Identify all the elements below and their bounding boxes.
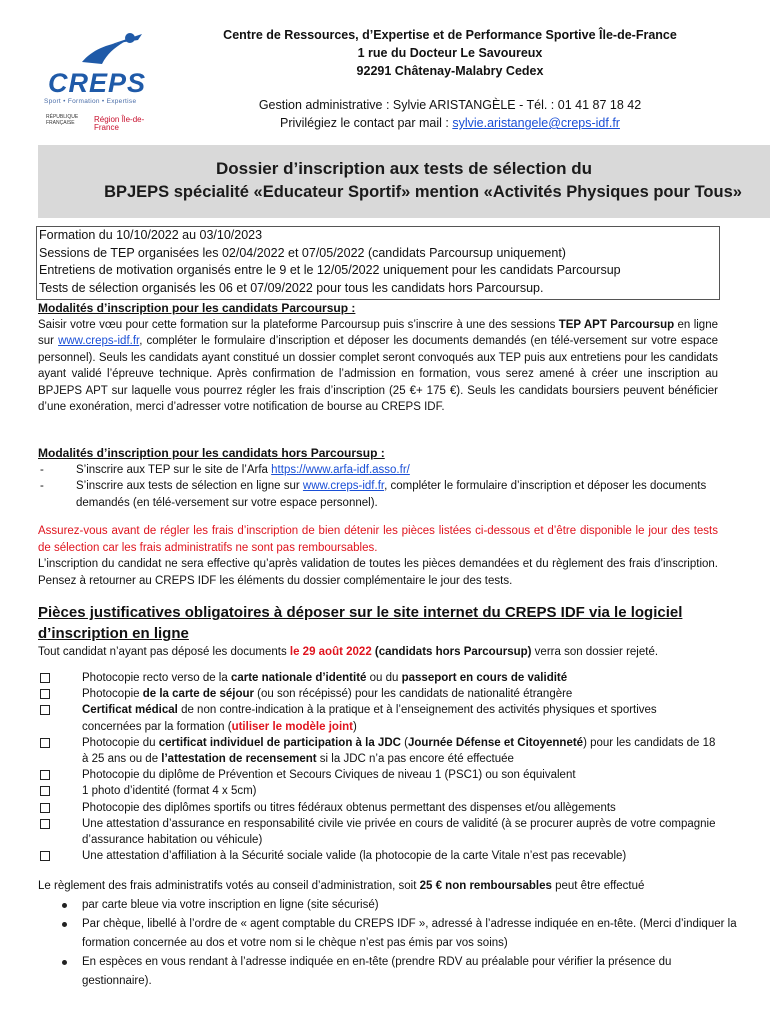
payment-option: En espèces en vous rendant à l’adresse indiquée en en-tête (prendre RDV au préalable pour vérifier la présence du gestionnaire). <box>38 953 738 991</box>
logo-wordmark: CREPS <box>48 68 147 98</box>
list-item: - S’inscrire aux TEP sur le site de l’Arfa https://www.arfa-idf.asso.fr/ <box>40 463 410 476</box>
title-box <box>38 145 770 218</box>
warning-text: Assurez-vous avant de régler les frais d’inscription de bien détenir les pièces listées ci-dessous et d’être disponible le jour des tests de sélection car les frais administratifs ne sont pas remboursables. <box>38 525 718 554</box>
checkbox-icon[interactable] <box>40 851 50 861</box>
checklist-item: Photocopie de la carte de séjour (ou son récépissé) pour les candidats de nationalité étrangère <box>38 686 718 702</box>
republique-logo: RÉPUBLIQUE FRANÇAISE <box>46 114 79 126</box>
title-line-1: Dossier d’inscription aux tests de sélection du <box>216 159 592 178</box>
logo-tagline: Sport • Formation • Expertise <box>44 98 137 105</box>
parcoursup-section <box>38 300 718 416</box>
creps-link[interactable]: www.creps-idf.fr <box>302 480 385 492</box>
runner-icon <box>52 30 172 70</box>
hors-parcoursup-section <box>38 445 718 589</box>
checklist-item: Une attestation d’affiliation à la Sécurité sociale valide (la photocopie de la carte Vitale n’est pas recevable) <box>38 848 718 864</box>
payment-option: par carte bleue via votre inscription en ligne (site sécurisé) <box>38 896 738 915</box>
checklist-item: Certificat médical de non contre-indication à la pratique et à l’enseignement des activités physiques et sportives concernées par la formation (utiliser le modèle joint) <box>38 702 718 734</box>
note-text: L’inscription du candidat ne sera effective qu’après validation de toutes les pièces demandées et du règlement des frais d’inscription. Pensez à retourner au CREPS IDF les éléments du dossier complémentaire le jour des tests. <box>38 558 718 587</box>
bullet-icon <box>62 922 67 927</box>
address-line-2: 92291 Châtenay-Malabry Cedex <box>356 64 544 78</box>
checklist-item: Photocopie recto verso de la carte nationale d’identité ou du passeport en cours de validité <box>38 670 718 686</box>
info-line: Entretiens de motivation organisés entre le 9 et le 12/05/2022 uniquement pour les candidats Parcoursup <box>39 263 621 277</box>
formation-info-box <box>36 226 720 300</box>
info-line: Tests de sélection organisés les 06 et 07/09/2022 pour tous les candidats hors Parcoursup. <box>39 280 544 295</box>
pieces-intro: Tout candidat n’ayant pas déposé les documents le 29 août 2022 (candidats hors Parcoursup) verra son dossier rejeté. <box>38 646 659 658</box>
checkbox-icon[interactable] <box>40 770 50 780</box>
region-logo: Région Île-de-France <box>94 115 145 132</box>
address-line-1: 1 rue du Docteur Le Savoureux <box>357 46 543 60</box>
bullet-icon <box>62 960 67 965</box>
contact-line: Gestion administrative : Sylvie ARISTANGÈLE - Tél. : 01 41 87 18 42 <box>258 98 642 112</box>
checklist-item: Une attestation d’assurance en responsabilité civile vie privée en cours de validité (à se procurer auprès de votre compagnie d’assurance habitation ou véhicule) <box>38 816 718 848</box>
creps-logo <box>38 30 168 140</box>
payment-intro: Le règlement des frais administratifs votés au conseil d’administration, soit 25 € non remboursables peut être effectué <box>38 880 645 892</box>
pieces-checklist <box>38 670 718 864</box>
payment-option: Par chèque, libellé à l’ordre de « agent comptable du CREPS IDF », adressé à l’adresse indiquée en en-tête. (Merci d’indiquer la formation concernée au dos et votre nom si le chèque n’est pas émis par vos soins) <box>38 915 738 953</box>
info-line: Formation du 10/10/2022 au 03/10/2023 <box>39 228 263 242</box>
checkbox-icon[interactable] <box>40 803 50 813</box>
bullet-icon <box>62 903 67 908</box>
hors-heading: Modalités d’inscription pour les candidats hors Parcoursup : <box>38 446 385 460</box>
mail-link[interactable]: sylvie.aristangele@creps-idf.fr <box>452 116 620 130</box>
pieces-heading: Pièces justificatives obligatoires à déposer sur le site internet du CREPS IDF via le logiciel d’inscription en ligne <box>38 604 683 642</box>
checklist-item: 1 photo d’identité (format 4 x 5cm) <box>38 783 718 799</box>
checklist-item: Photocopie des diplômes sportifs ou titres fédéraux obtenus permettant des dispenses et/ou allègements <box>38 800 718 816</box>
title-line-2: BPJEPS spécialité «Educateur Sportif» mention «Activités Physiques pour Tous» <box>104 183 742 201</box>
parcoursup-paragraph: Saisir votre vœu pour cette formation sur la plateforme Parcoursup puis s’inscrire à une des sessions TEP APT Parcoursup en ligne sur www.creps-idf.fr, compléter le formulaire d’inscription et déposer les documents demandés (en télé-versement sur votre espace personnel). Seuls les candidats ayant constitué un dossier complet seront convoqués aux TEP puis aux entretiens pour les candidats ayant validé l’épreuve technique. Après confirmation de l’admission en formation, vous serez amené à créer une inscription au BPJEPS APT sur laquelle vous pourrez régler les frais d’inscription (25 €+ 175 €). Seuls les candidats boursiers peuvent bénéficier d’une exonération, merci d’adresser votre notification de bourse au CREPS IDF. <box>38 318 718 413</box>
creps-link[interactable]: www.creps-idf.fr <box>58 335 140 347</box>
info-line: Sessions de TEP organisées les 02/04/2022 et 07/05/2022 (candidats Parcoursup uniquement) <box>39 245 566 260</box>
mail-prefix: Privilégiez le contact par mail : <box>280 116 453 130</box>
checklist-item: Photocopie du diplôme de Prévention et Secours Civiques de niveau 1 (PSC1) ou son équivalent <box>38 767 718 783</box>
list-item: - S’inscrire aux tests de sélection en ligne sur www.creps-idf.fr, compléter le formulaire d’inscription et déposer les documents demandés (en télé-versement sur votre espace personnel). <box>40 480 707 509</box>
checkbox-icon[interactable] <box>40 786 50 796</box>
checkbox-icon[interactable] <box>40 738 50 748</box>
checkbox-icon[interactable] <box>40 689 50 699</box>
parcoursup-heading: Modalités d’inscription pour les candidats Parcoursup : <box>38 301 356 315</box>
checkbox-icon[interactable] <box>40 705 50 715</box>
arfa-link[interactable]: https://www.arfa-idf.asso.fr/ <box>271 463 410 476</box>
payment-section <box>38 877 738 991</box>
mail-line <box>190 114 710 132</box>
checklist-item: Photocopie du certificat individuel de participation à la JDC (Journée Défense et Citoyenneté) pour les candidats de 18 à 25 ans ou de l’attestation de recensement si la JDC n’a pas encore été effectuée <box>38 735 718 767</box>
checkbox-icon[interactable] <box>40 819 50 829</box>
checkbox-icon[interactable] <box>40 673 50 683</box>
org-name: Centre de Ressources, d’Expertise et de Performance Sportive Île-de-France <box>223 28 677 42</box>
